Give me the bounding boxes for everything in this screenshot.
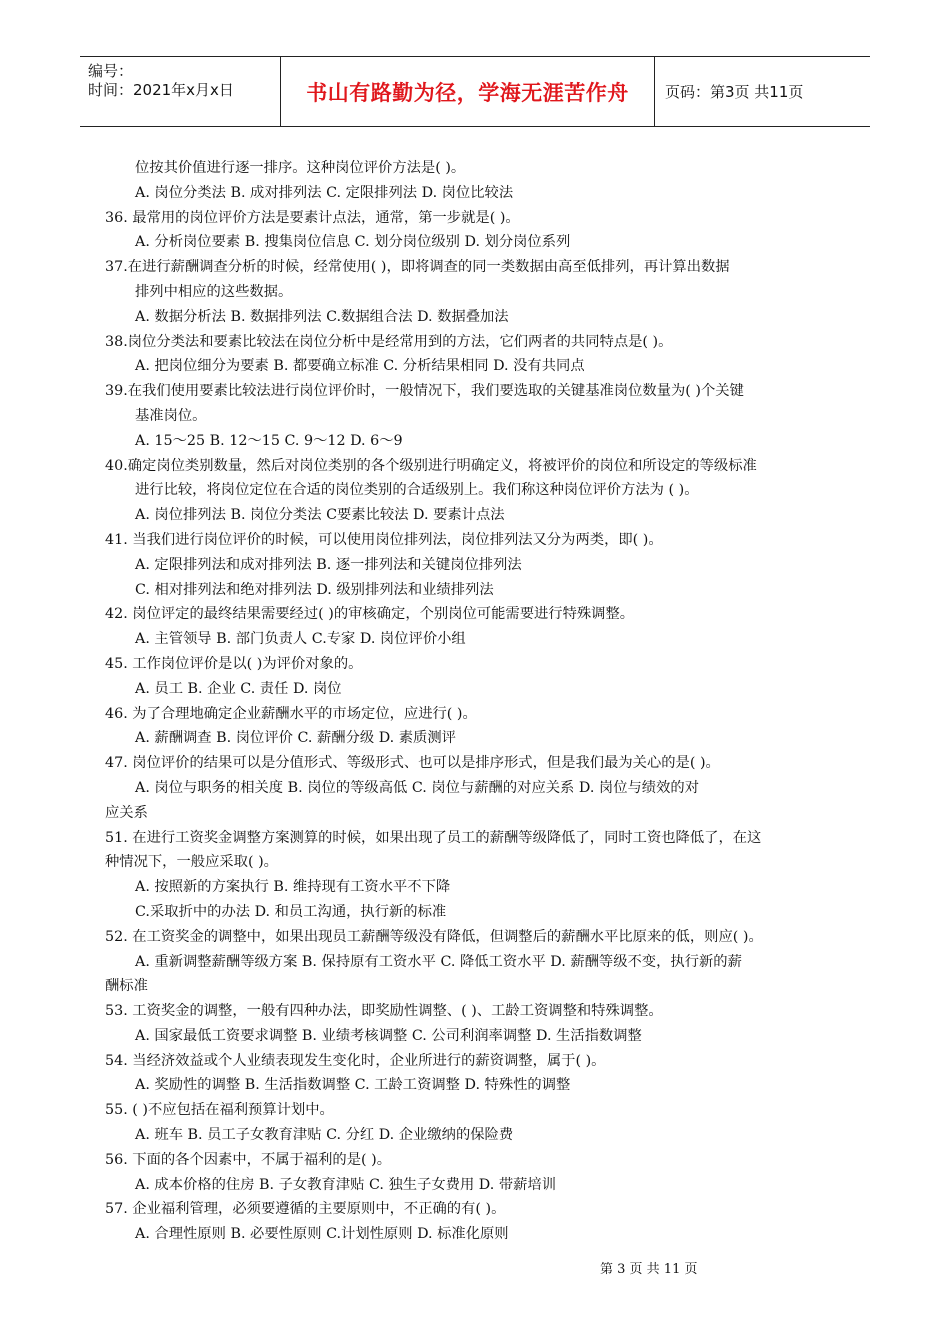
question-body xyxy=(105,156,850,1247)
question-line: 种情况下，一般应采取( )。 xyxy=(105,854,278,871)
options-line: A. 主管领导 B. 部门负责人 C.专家 D. 岗位评价小组 xyxy=(135,631,466,648)
options-line: A. 岗位排列法 B. 岗位分类法 C要素比较法 D. 要素计点法 xyxy=(135,507,505,524)
header-page-code: 页码：第3页 共11页 xyxy=(665,83,804,101)
options-line: A. 国家最低工资要求调整 B. 业绩考核调整 C. 公司利润率调整 D. 生活指数调整 xyxy=(135,1027,642,1044)
options-line: A. 岗位与职务的相关度 B. 岗位的等级高低 C. 岗位与薪酬的对应关系 D. 岗位与绩效的对 xyxy=(135,779,699,796)
options-line: A. 合理性原则 B. 必要性原则 C.计划性原则 D. 标准化原则 xyxy=(135,1226,509,1243)
options-line: A. 薪酬调查 B. 岗位评价 C. 薪酬分级 D. 素质测评 xyxy=(135,730,456,747)
question-line: 40.确定岗位类别数量，然后对岗位类别的各个级别进行明确定义，将被评价的岗位和所设定的等级标准 xyxy=(105,457,757,474)
question-line: 54. 当经济效益或个人业绩表现发生变化时，企业所进行的薪资调整，属于( )。 xyxy=(105,1052,606,1069)
question-line: 52. 在工资奖金的调整中，如果出现员工薪酬等级没有降低，但调整后的薪酬水平比原来的低，则应( )。 xyxy=(105,928,763,945)
document-date-label: 时间：2021年x月x日 xyxy=(88,81,234,99)
options-line: A. 分析岗位要素 B. 搜集岗位信息 C. 划分岗位级别 D. 划分岗位系列 xyxy=(135,234,571,251)
question-line: 42. 岗位评定的最终结果需要经过( )的审核确定，个别岗位可能需要进行特殊调整。 xyxy=(105,606,635,623)
options-line: A. 15～25 B. 12～15 C. 9～12 D. 6～9 xyxy=(135,432,403,449)
header-meta xyxy=(80,57,281,126)
page-header xyxy=(80,56,870,127)
question-line: 38.岗位分类法和要素比较法在岗位分析中是经常用到的方法，它们两者的共同特点是( )。 xyxy=(105,333,673,350)
options-line: C.采取折中的办法 D. 和员工沟通，执行新的标准 xyxy=(135,903,447,920)
options-line: A. 岗位分类法 B. 成对排列法 C. 定限排列法 D. 岗位比较法 xyxy=(135,184,514,201)
options-line: A. 员工 B. 企业 C. 责任 D. 岗位 xyxy=(135,680,342,697)
question-line: 45. 工作岗位评价是以( )为评价对象的。 xyxy=(105,655,363,672)
options-line: A. 数据分析法 B. 数据排列法 C.数据组合法 D. 数据叠加法 xyxy=(135,308,509,325)
question-line: 39.在我们使用要素比较法进行岗位评价时，一般情况下，我们要选取的关键基准岗位数量为( )个关键 xyxy=(105,383,744,400)
question-line: 排列中相应的这些数据。 xyxy=(135,283,293,300)
header-motto: 书山有路勤为径，学海无涯苦作舟 xyxy=(281,57,655,126)
options-line: A. 重新调整薪酬等级方案 B. 保持原有工资水平 C. 降低工资水平 D. 薪酬等级不变，执行新的薪 xyxy=(135,953,742,970)
options-line: 酬标准 xyxy=(105,978,148,995)
options-line: A. 把岗位细分为要素 B. 都要确立标准 C. 分析结果相同 D. 没有共同点 xyxy=(135,358,585,375)
question-line: 46. 为了合理地确定企业薪酬水平的市场定位，应进行( )。 xyxy=(105,705,477,722)
question-line: 41. 当我们进行岗位评价的时候，可以使用岗位排列法，岗位排列法又分为两类，即( )。 xyxy=(105,531,663,548)
options-line: A. 奖励性的调整 B. 生活指数调整 C. 工龄工资调整 D. 特殊性的调整 xyxy=(135,1077,571,1094)
question-line: 53. 工资奖金的调整，一般有四种办法，即奖励性调整、( )、工龄工资调整和特殊调整。 xyxy=(105,1003,663,1020)
question-line: 36. 最常用的岗位评价方法是要素计点法，通常，第一步就是( )。 xyxy=(105,209,520,226)
options-line: A. 班车 B. 员工子女教育津贴 C. 分红 D. 企业缴纳的保险费 xyxy=(135,1127,514,1144)
question-line: 51. 在进行工资奖金调整方案测算的时候，如果出现了员工的薪酬等级降低了，同时工资也降低了，在这 xyxy=(105,829,762,846)
options-line: A. 定限排列法和成对排列法 B. 逐一排列法和关键岗位排列法 xyxy=(135,556,522,573)
question-line: 进行比较，将岗位定位在合适的岗位类别的合适级别上。我们称这种岗位评价方法为 ( )。 xyxy=(135,482,699,499)
question-line: 47. 岗位评价的结果可以是分值形式、等级形式、也可以是排序形式，但是我们最为关心的是( )。 xyxy=(105,755,720,772)
question-line: 56. 下面的各个因素中，不属于福利的是( )。 xyxy=(105,1151,392,1168)
question-line: 位按其价值进行逐一排序。这种岗位评价方法是( )。 xyxy=(135,160,466,176)
page-footer: 第 3 页 共 11 页 xyxy=(600,1262,698,1277)
question-line: 57. 企业福利管理，必须要遵循的主要原则中，不正确的有( )。 xyxy=(105,1201,506,1218)
options-line: A. 成本价格的住房 B. 子女教育津贴 C. 独生子女费用 D. 带薪培训 xyxy=(135,1176,557,1193)
options-line: A. 按照新的方案执行 B. 维持现有工资水平不下降 xyxy=(135,879,451,896)
question-line: 基准岗位。 xyxy=(135,407,207,424)
options-line: C. 相对排列法和绝对排列法 D. 级别排列法和业绩排列法 xyxy=(135,581,494,598)
options-line: 应关系 xyxy=(105,804,148,821)
document-number-label: 编号： xyxy=(88,62,134,80)
question-line: 55. ( )不应包括在福利预算计划中。 xyxy=(105,1102,334,1119)
question-line: 37.在进行薪酬调查分析的时候，经常使用( )，即将调查的同一类数据由高至低排列，再计算出数据 xyxy=(105,259,730,276)
